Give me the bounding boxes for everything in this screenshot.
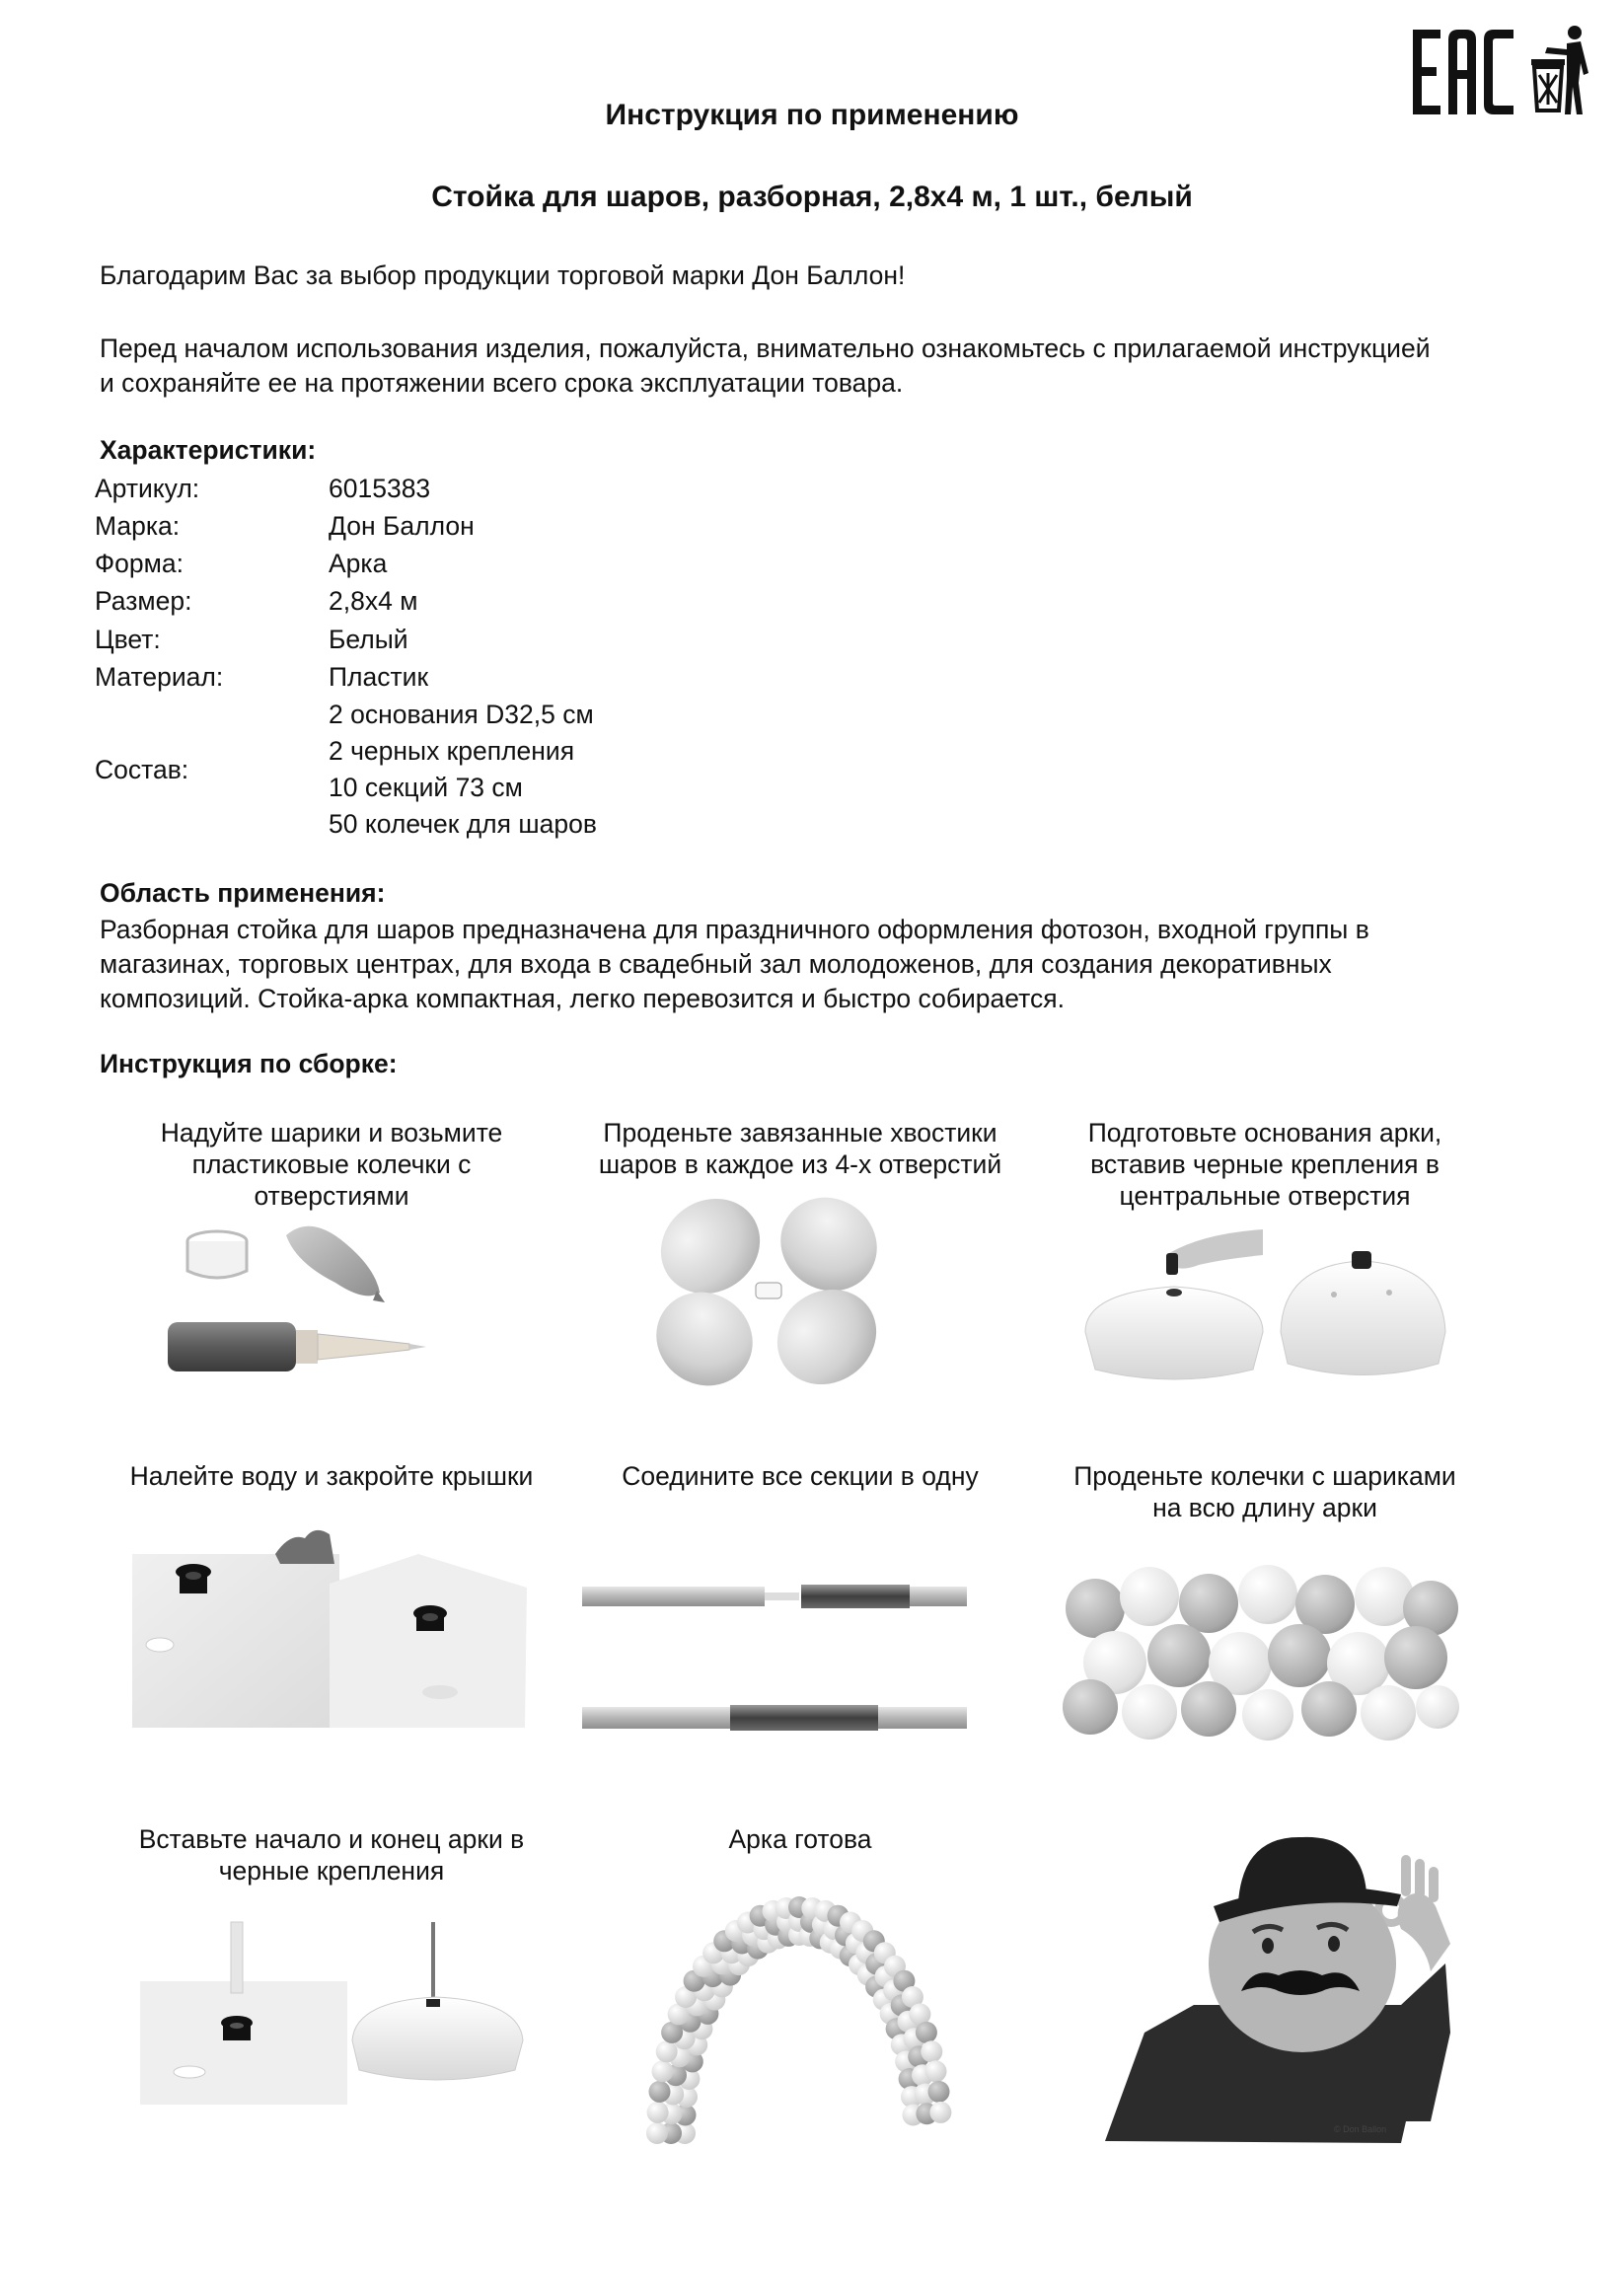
arch-balloon: [649, 2081, 671, 2103]
step-6-caption: Проденьте колечки с шариками на всю длину арки: [1073, 1461, 1456, 1522]
step-7-illustration: [140, 1912, 554, 2110]
usage-line: магазинах, торговых центрах, для входа в свадебный зал молодоженов, для создания декоративных: [100, 949, 1332, 979]
arch-balloon: [652, 2060, 674, 2082]
eac-logo: [1411, 22, 1598, 120]
notice-line-2: и сохраняйте ее на протяжении всего срока эксплуатации товара.: [100, 368, 904, 398]
step-3-illustration: [1075, 1223, 1470, 1421]
eac-mark-icon: [1411, 28, 1521, 118]
step-7-caption: Вставьте начало и конец арки в черные крепления: [138, 1824, 525, 1886]
usage-line: Разборная стойка для шаров предназначена для праздничного оформления фотозон, входной группы в: [100, 915, 1369, 944]
deflated-balloon-icon: [286, 1226, 385, 1302]
step-5-caption: Соедините все секции в одну: [622, 1461, 979, 1491]
composition-label: Состав:: [95, 755, 189, 784]
step-5-illustration: [582, 1569, 977, 1766]
usage-heading: Область применения:: [100, 878, 386, 908]
spec-value: Арка: [329, 549, 388, 578]
step-4-caption: Налейте воду и закройте крышки: [129, 1461, 534, 1491]
tube-section-joined-icon: [582, 1705, 967, 1731]
step-4-illustration: [132, 1524, 527, 1732]
step-2-caption: Проденьте завязанные хвостики шаров в каждое из 4-х отверстий: [598, 1118, 1002, 1179]
base-with-cap-right-icon: [330, 1554, 527, 1728]
spec-label: Размер:: [95, 586, 192, 616]
spec-value: Дон Баллон: [329, 511, 475, 541]
base-left-icon: [1085, 1287, 1263, 1379]
spec-label: Марка:: [95, 511, 181, 541]
base-right-icon: [1281, 1251, 1445, 1375]
hand-pump-icon: [168, 1322, 426, 1371]
recycle-bin-icon: [1527, 24, 1598, 118]
composition-item: 2 основания D32,5 см: [329, 700, 594, 729]
arch-balloon: [921, 2040, 942, 2062]
plastic-ring-icon: [187, 1231, 247, 1278]
balloon-garland-icon: [1063, 1565, 1459, 1741]
specs-heading: Характеристики:: [100, 435, 317, 465]
spec-label: Форма:: [95, 549, 184, 578]
step-1-illustration: [148, 1214, 464, 1421]
usage-line: композиций. Стойка-арка компактная, легко перевозится и быстро собирается.: [100, 984, 1065, 1013]
arch-balloon: [656, 2040, 678, 2062]
spec-label: Материал:: [95, 662, 224, 692]
spec-value: 6015383: [329, 474, 431, 503]
mascot-illustration: [1105, 1835, 1500, 2171]
hand-icon: [1166, 1229, 1263, 1275]
base-with-tube-right-icon: [352, 1922, 523, 2080]
step-1-caption: Надуйте шарики и возьмите пластиковые колечки с отверстиями: [160, 1118, 503, 1211]
arch-balloon: [647, 2102, 669, 2123]
arch-balloon: [929, 2102, 951, 2123]
arch-balloon: [646, 2122, 668, 2144]
four-balloons-icon: [638, 1179, 896, 1405]
step-2-illustration: [641, 1189, 898, 1396]
document-title: Инструкция по применению: [605, 99, 1019, 131]
spec-value: Пластик: [329, 662, 429, 692]
base-with-cap-left-icon: [132, 1530, 339, 1728]
step-3-caption: Подготовьте основания арки, вставив черные крепления в центральные отверстия: [1087, 1118, 1442, 1211]
composition-item: 50 колечек для шаров: [329, 809, 597, 839]
step-8-illustration: [622, 1875, 977, 2131]
assembly-heading: Инструкция по сборке:: [100, 1049, 398, 1078]
step-8-caption: Арка готова: [728, 1824, 872, 1854]
arch-balloon: [916, 2022, 937, 2043]
spec-value: 2,8х4 м: [329, 586, 418, 616]
notice-line-1: Перед началом использования изделия, пожалуйста, внимательно ознакомьтесь с прилагаемой инструкцией: [100, 333, 1431, 363]
thanks-text: Благодарим Вас за выбор продукции торговой марки Дон Баллон!: [100, 260, 906, 290]
base-with-tube-left-icon: [140, 1922, 347, 2105]
spec-label: Цвет:: [95, 625, 161, 654]
composition-item: 2 черных крепления: [329, 736, 575, 766]
arch-balloon: [928, 2081, 950, 2103]
step-6-illustration: [1070, 1569, 1455, 1737]
tube-section-separated-icon: [582, 1585, 967, 1608]
mascot-credit: © Don Ballon: [1334, 2124, 1387, 2134]
balloon-arch-icon: [646, 1896, 951, 2144]
arch-balloon: [925, 2060, 947, 2082]
spec-value: Белый: [329, 625, 408, 654]
spec-label: Артикул:: [95, 474, 200, 503]
composition-item: 10 секций 73 см: [329, 773, 523, 802]
product-title: Стойка для шаров, разборная, 2,8х4 м, 1 шт., белый: [431, 181, 1193, 213]
